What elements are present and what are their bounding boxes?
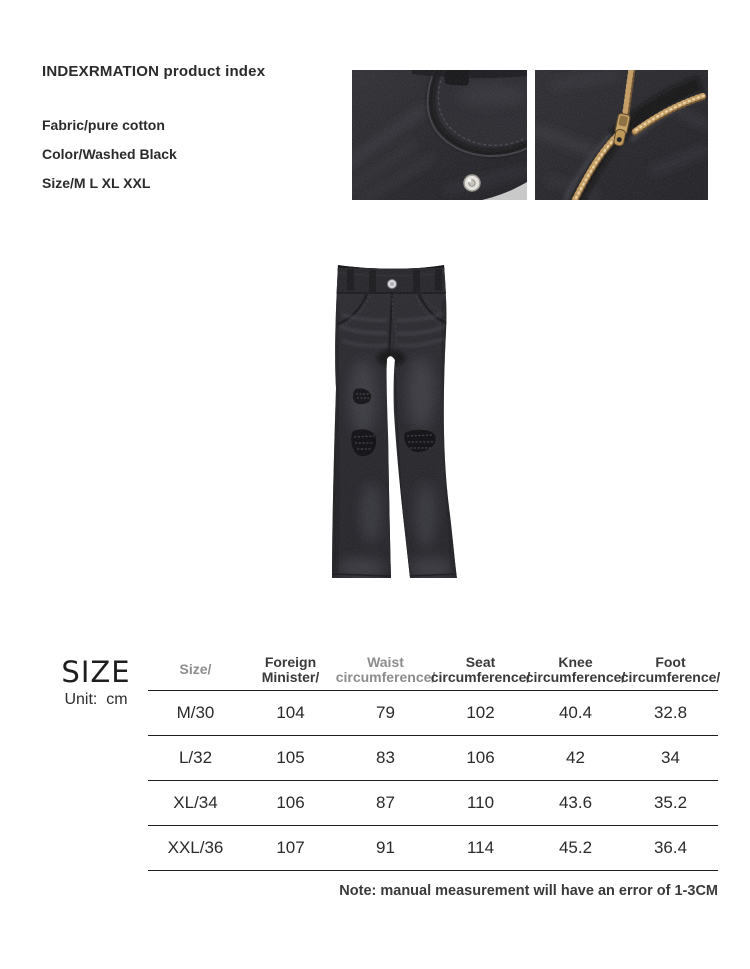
size-cell: XL/34 bbox=[173, 793, 218, 812]
header-line: Seat bbox=[465, 653, 496, 670]
jeans-front-photo bbox=[331, 263, 458, 580]
header-line: Foreign bbox=[264, 653, 317, 670]
column-header-length bbox=[243, 649, 338, 690]
zipper-detail-illustration bbox=[535, 70, 708, 200]
jeans-pocket-detail-photo bbox=[352, 70, 527, 200]
value-cell: 106 bbox=[466, 748, 495, 767]
value-cell: 104 bbox=[276, 703, 305, 722]
value-cell: 34 bbox=[661, 748, 680, 767]
size-cell: M/30 bbox=[176, 703, 215, 722]
value-cell: 105 bbox=[276, 748, 305, 767]
value-cell: 87 bbox=[376, 793, 395, 812]
product-info-block bbox=[42, 63, 265, 205]
jeans-zipper-detail-photo bbox=[535, 70, 708, 200]
value-cell: 32.8 bbox=[653, 703, 688, 722]
pocket-detail-illustration bbox=[352, 70, 527, 200]
value-cell: 43.6 bbox=[558, 793, 593, 812]
size-chart-title: SIZE bbox=[61, 655, 131, 689]
size-cell: L/32 bbox=[178, 748, 213, 767]
size-row-xxl36 bbox=[148, 826, 718, 871]
jeans-front-illustration bbox=[331, 263, 458, 580]
value-cell: 42 bbox=[566, 748, 585, 767]
size-row-l32 bbox=[148, 736, 718, 781]
header-line: circumference/ bbox=[335, 668, 436, 685]
size-chart-label bbox=[40, 656, 152, 709]
value-cell: 83 bbox=[376, 748, 395, 767]
column-header-foot bbox=[620, 649, 721, 690]
header-line: Minister/ bbox=[261, 668, 320, 685]
color-line: Color/Washed Black bbox=[42, 146, 177, 162]
value-cell: 91 bbox=[376, 838, 395, 857]
value-cell: 107 bbox=[276, 838, 305, 857]
header-line: Size/ bbox=[179, 661, 212, 677]
value-cell: 35.2 bbox=[653, 793, 688, 812]
value-cell: 79 bbox=[376, 703, 395, 722]
value-cell: 102 bbox=[466, 703, 495, 722]
header-line: circumference/ bbox=[430, 668, 531, 685]
size-chart-unit: Unit: cm bbox=[64, 691, 128, 708]
detail-photos-row bbox=[352, 70, 708, 200]
column-header-seat bbox=[430, 649, 531, 690]
value-cell: 40.4 bbox=[558, 703, 593, 722]
value-cell: 106 bbox=[276, 793, 305, 812]
value-cell: 36.4 bbox=[653, 838, 688, 857]
size-table-header-row bbox=[148, 649, 721, 691]
value-cell: 110 bbox=[466, 793, 495, 812]
header-line: Foot bbox=[655, 653, 686, 670]
product-index-title: INDEXRMATION product index bbox=[42, 63, 266, 80]
value-cell: 114 bbox=[466, 838, 495, 857]
header-line: Waist bbox=[367, 653, 404, 670]
size-row-m30 bbox=[148, 691, 718, 736]
value-cell: 45.2 bbox=[558, 838, 593, 857]
fabric-line: Fabric/pure cotton bbox=[42, 117, 165, 133]
size-table bbox=[148, 649, 721, 871]
size-cell: XXL/36 bbox=[167, 838, 224, 857]
header-line: Knee bbox=[558, 653, 593, 670]
column-header-waist bbox=[335, 649, 436, 690]
header-line: circumference/ bbox=[525, 668, 626, 685]
size-row-xl34 bbox=[148, 781, 718, 826]
column-header-size bbox=[148, 649, 243, 690]
header-line: circumference/ bbox=[620, 668, 721, 685]
size-line: Size/M L XL XXL bbox=[42, 175, 151, 191]
measurement-note: Note: manual measurement will have an error of 1-3CM bbox=[339, 883, 718, 899]
column-header-knee bbox=[525, 649, 626, 690]
